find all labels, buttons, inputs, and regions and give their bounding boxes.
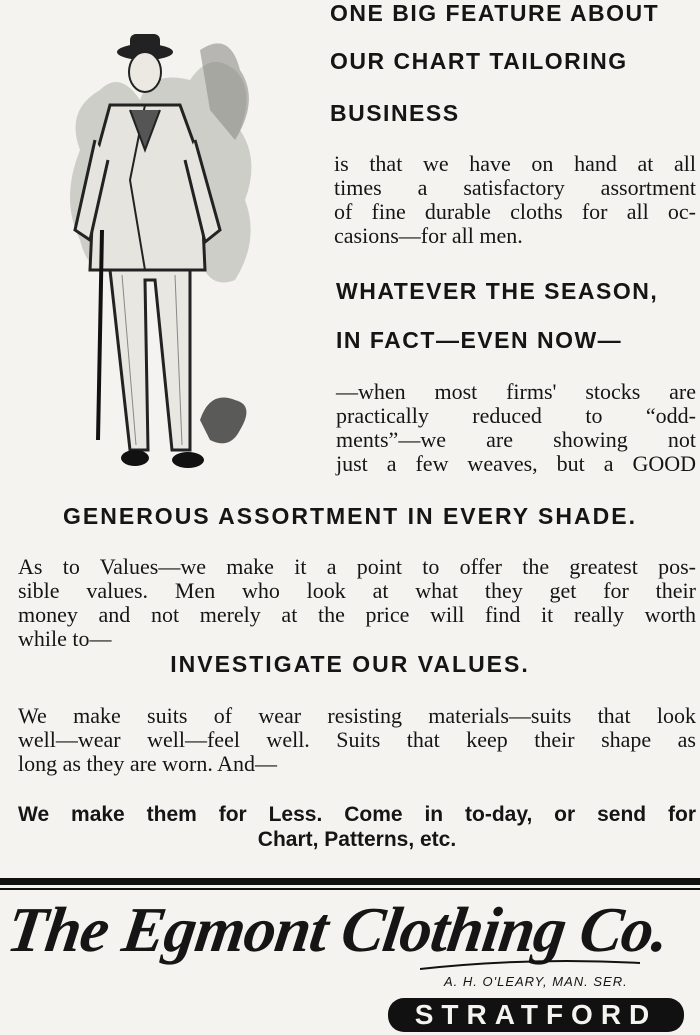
closing-line-2: Chart, Patterns, etc. <box>257 828 457 851</box>
suits-paragraph <box>18 704 696 776</box>
tailored-suit-illustration <box>60 30 310 480</box>
headline-line-2: OUR CHART TAILORING <box>330 48 628 74</box>
headline-line-3: BUSINESS <box>330 100 460 126</box>
suits-line: long as they are worn. And— <box>18 751 278 776</box>
suits-line: well—wear well—feel well. Suits that keep their shape as <box>18 727 696 752</box>
now-line: just a few weaves, but a GOOD <box>336 451 696 476</box>
now-line: —when most firms' stocks are <box>336 379 696 404</box>
intro-line: casions—for all men. <box>334 223 523 248</box>
intro-line: times a satisfactory assortment <box>334 175 696 200</box>
values-line: As to Values—we make it a point to offer the greatest pos- <box>18 554 696 579</box>
headline-line-1: ONE BIG FEATURE ABOUT <box>330 0 660 26</box>
intro-paragraph <box>334 152 696 248</box>
season-heading-line-1: WHATEVER THE SEASON, <box>336 278 659 304</box>
manager-line: A. H. O'LEARY, MAN. SER. <box>444 974 628 989</box>
investigate-heading: INVESTIGATE OUR VALUES. <box>170 651 530 677</box>
closing-statement <box>18 802 696 852</box>
values-line: sible values. Men who look at what they get for their <box>18 578 696 603</box>
intro-line: of fine durable cloths for all oc- <box>334 199 696 224</box>
season-heading-line-2: IN FACT—EVEN NOW— <box>336 327 623 353</box>
logo-underline <box>420 955 640 975</box>
suits-line: We make suits of wear resisting materials—suits that look <box>18 703 696 728</box>
footer-rule <box>0 878 700 885</box>
now-paragraph <box>336 380 696 476</box>
now-line: ments”—we are showing not <box>336 427 696 452</box>
values-line: while to— <box>18 626 112 651</box>
values-paragraph <box>18 555 696 651</box>
footer-rule-thin <box>0 888 700 890</box>
intro-line: is that we have on hand at all <box>334 151 696 176</box>
values-line: money and not merely at the price will find it really worth <box>18 602 696 627</box>
company-logo: The Egmont Clothing Co. <box>3 894 673 965</box>
now-line: practically reduced to “odd- <box>336 403 696 428</box>
generous-heading: GENEROUS ASSORTMENT IN EVERY SHADE. <box>63 503 637 529</box>
closing-line-1: We make them for Less. Come in to-day, or send for <box>18 803 696 826</box>
town-name: STRATFORD <box>414 999 658 1030</box>
